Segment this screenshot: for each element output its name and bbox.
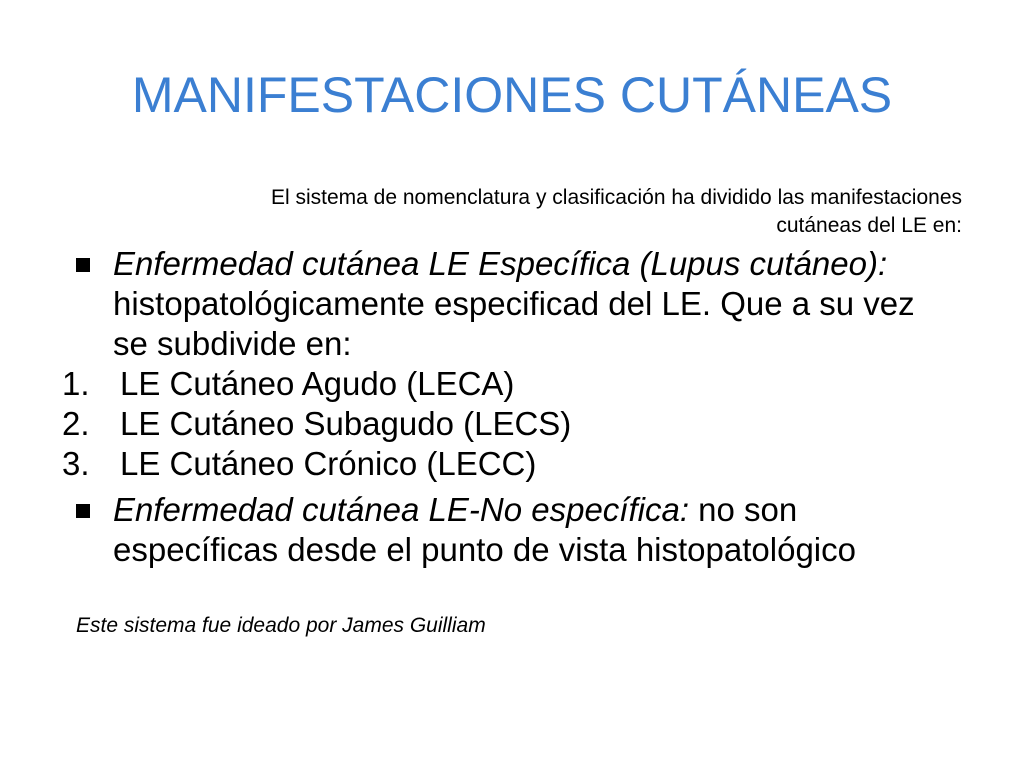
list-item-label: LE Cutáneo Agudo (LECA) [120, 365, 515, 402]
bullet-non-specific [76, 490, 956, 570]
square-bullet-icon [76, 504, 90, 518]
square-bullet-icon [76, 258, 90, 272]
list-item [62, 444, 942, 484]
list-number: 3. [62, 445, 90, 482]
list-item [62, 404, 942, 444]
subtype-list [62, 364, 942, 484]
intro-text: El sistema de nomenclatura y clasificación ha dividido las manifestaciones cutáneas del LE en: [270, 186, 962, 237]
list-item-label: LE Cutáneo Subagudo (LECS) [120, 405, 572, 442]
list-item-label: LE Cutáneo Crónico (LECC) [120, 445, 537, 482]
attribution-note: Este sistema fue ideado por James Guilliam [76, 614, 486, 637]
list-item [62, 364, 942, 404]
bullet-body: histopatológicamente especificad del LE. Que a su vez se subdivide en: [113, 285, 915, 362]
list-number: 2. [62, 405, 90, 442]
bullet-body: no son específicas desde el punto de vista histopatológico [113, 491, 856, 568]
bullet-text [113, 490, 956, 570]
list-number: 1. [62, 365, 90, 402]
bullet-lead: Enfermedad cutánea LE Específica (Lupus cutáneo): [113, 245, 888, 282]
bullet-lead: Enfermedad cutánea LE-No específica: [113, 491, 690, 528]
bullet-text [113, 244, 956, 364]
bullet-specific [76, 244, 956, 364]
slide-title: MANIFESTACIONES CUTÁNEAS [131, 67, 893, 123]
